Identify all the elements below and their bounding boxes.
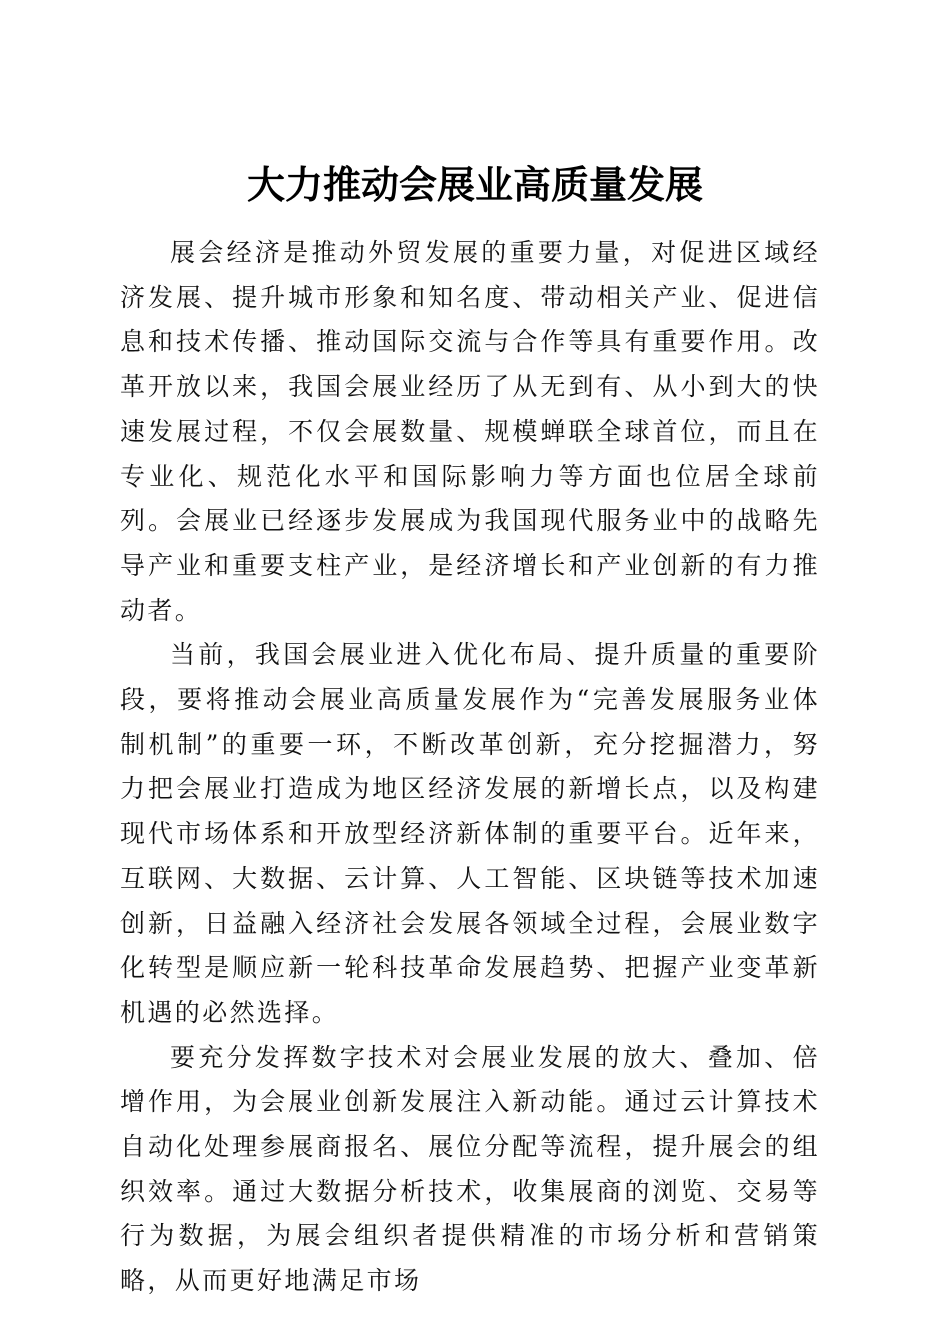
paragraph-2: 当前，我国会展业进入优化布局、提升质量的重要阶段，要将推动会展业高质量发展作为“完善发展服务业体制机制”的重要一环，不断改革创新，充分挖掘潜力，努力把会展业打造成为地区经济发展的新增长点，以及构建现代市场体系和开放型经济新体制的重要平台。近年来，互联网、大数据、云计算、人工智能、区块链等技术加速创新，日益融入经济社会发展各领域全过程，会展业数字化转型是顺应新一轮科技革命发展趋势、把握产业变革新机遇的必然选择。 [120, 640, 820, 1027]
paragraph-1: 展会经济是推动外贸发展的重要力量，对促进区域经济发展、提升城市形象和知名度、带动相关产业、促进信息和技术传播、推动国际交流与合作等具有重要作用。改革开放以来，我国会展业经历了从无到有、从小到大的快速发展过程，不仅会展数量、规模蝉联全球首位，而且在专业化、规范化水平和国际影响力等方面也位居全球前列。会展业已经逐步发展成为我国现代服务业中的战略先导产业和重要支柱产业，是经济增长和产业创新的有力推动者。 [120, 238, 820, 625]
paragraph-3: 要充分发挥数字技术对会展业发展的放大、叠加、倍增作用，为会展业创新发展注入新动能。通过云计算技术自动化处理参展商报名、展位分配等流程，提升展会的组织效率。通过大数据分析技术，收集展商的浏览、交易等行为数据，为展会组织者提供精准的市场分析和营销策略，从而更好地满足市场 [120, 1042, 820, 1296]
document-body [120, 231, 820, 1304]
document-title: 大力推动会展业高质量发展 [246, 162, 703, 208]
